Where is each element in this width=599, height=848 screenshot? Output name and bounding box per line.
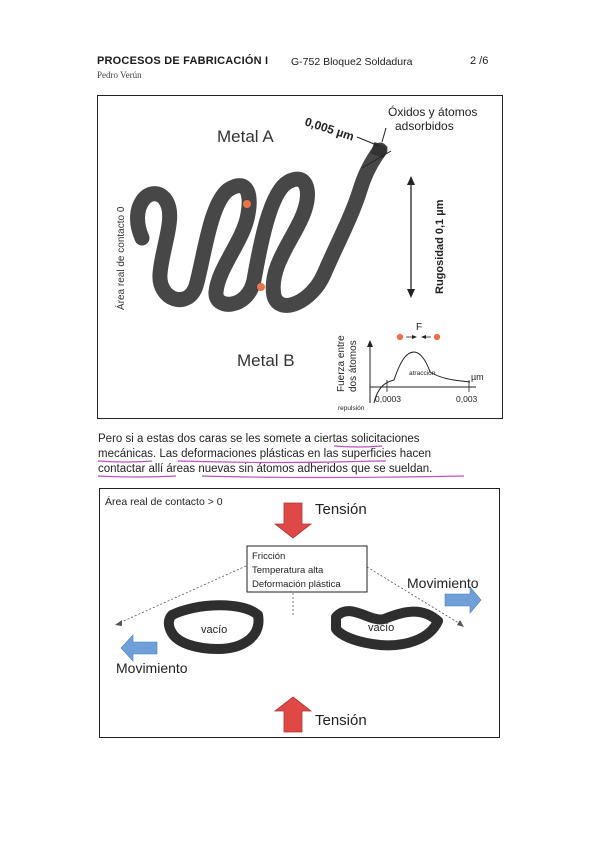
tension-label-top: Tensión [315,501,367,518]
oxide-leader-line [357,137,379,146]
void-label-left: vacío [201,624,228,636]
force-symbol: F [416,322,423,333]
inset-ylabel-line2: dos átomos [348,340,359,392]
paragraph-line-1: Pero si a estas dos caras se les somete a ciertas solicitaciones [98,433,420,445]
contact-point-upper [243,200,251,208]
thickness-label: 0,005 µm [303,114,356,144]
atom-right [434,334,440,340]
inset-ylabel-line1: Fuerza entre [336,335,347,392]
paragraph-line-3: contactar allí áreas nuevas sin átomos adheridos que se sueldan. [98,463,433,475]
metal-b-label: Metal B [237,351,295,370]
document-title: PROCESOS DE FABRICACIÓN I [97,55,269,67]
atomic-force-inset [336,322,484,412]
tension-arrow-down [275,503,311,538]
contact-area-positive-label: Área real de contacto > 0 [105,496,223,508]
author-name: Pedro Verún [97,70,142,80]
figure-surface-contact [97,95,503,419]
paragraph-line-2: mecánicas. Las deformaciones plásticas en las superficies hacen [98,448,432,460]
inset-tick-1: 0,0003 [375,394,401,404]
factor-deformation: Deformación plástica [252,579,341,590]
factor-temperature: Temperatura alta [252,565,324,576]
tension-arrow-up [275,697,311,732]
metal-a-label: Metal A [217,127,274,146]
oxides-label-line2: adsorbidos [395,119,454,133]
metal-surface-wave [138,150,380,305]
page-number: 2 /6 [470,55,489,67]
contact-point-lower [257,283,265,291]
contact-area-label: Área real de contacto 0 [116,206,127,310]
factor-friction: Fricción [252,551,286,562]
repulsion-label: repulsión [338,405,365,412]
movement-arrow-left [121,635,157,661]
roughness-label: Rugosidad 0,1 µm [434,199,446,294]
void-label-right: vacío [368,622,395,634]
oxides-label-line1: Óxidos y átomos [388,105,478,119]
movement-label-right: Movimiento [407,575,479,591]
inset-unit: µm [471,372,484,382]
attraction-label: atracción [409,370,436,377]
tension-label-bottom: Tensión [315,712,367,729]
atom-left [397,334,403,340]
welding-process-diagram [100,489,501,739]
handwritten-underlines [98,432,498,482]
figure-welding-process [99,488,500,738]
inset-tick-2: 0,003 [456,394,478,404]
surface-roughness-diagram [98,96,504,420]
movement-label-left: Movimiento [116,660,188,676]
document-subtitle: G-752 Bloque2 Soldadura [291,56,413,68]
